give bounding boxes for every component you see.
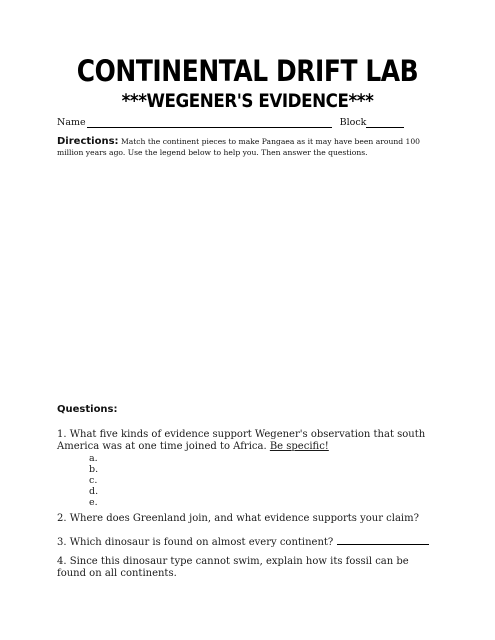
- question-1-text: 1. What five kinds of evidence support Wegener's observation that south America was at one time joined to Africa.: [57, 429, 426, 452]
- page-title: CONTINENTAL DRIFT LAB: [76, 54, 419, 88]
- answer-item-c[interactable]: c.: [89, 475, 98, 486]
- name-field[interactable]: [87, 116, 332, 128]
- question-1: [57, 429, 437, 508]
- question-2: 2. Where does Greenland join, and what evidence supports your claim?: [57, 513, 419, 524]
- directions-paragraph: [57, 136, 437, 158]
- directions-text: Match the continent pieces to make Pangaea as it may have been around 100 million years ago. Use the legend below to help you. Then answer the questions.: [57, 137, 420, 157]
- answer-item-b[interactable]: b.: [89, 464, 99, 475]
- question-1-emphasis: Be specific!: [269, 441, 329, 452]
- answer-item-e[interactable]: e.: [89, 497, 98, 508]
- questions-heading: Questions:: [57, 404, 118, 415]
- directions-label: Directions:: [57, 136, 119, 147]
- name-block-line: [57, 116, 432, 128]
- question-3: [57, 535, 437, 549]
- question-4: 4. Since this dinosaur type cannot swim, explain how its fossil can be found on all continents.: [57, 556, 409, 579]
- question-3-answer-field[interactable]: [337, 535, 429, 545]
- answer-item-a[interactable]: a.: [89, 453, 98, 464]
- block-field[interactable]: [366, 116, 404, 128]
- answer-item-d[interactable]: d.: [89, 486, 99, 497]
- block-label: Block: [339, 117, 367, 128]
- question-3-text: 3. Which dinosaur is found on almost every continent?: [57, 537, 334, 548]
- page-subtitle: ***WEGENER'S EVIDENCE***: [121, 90, 374, 112]
- question-1-answer-list: [57, 453, 437, 508]
- name-label: Name: [57, 117, 86, 128]
